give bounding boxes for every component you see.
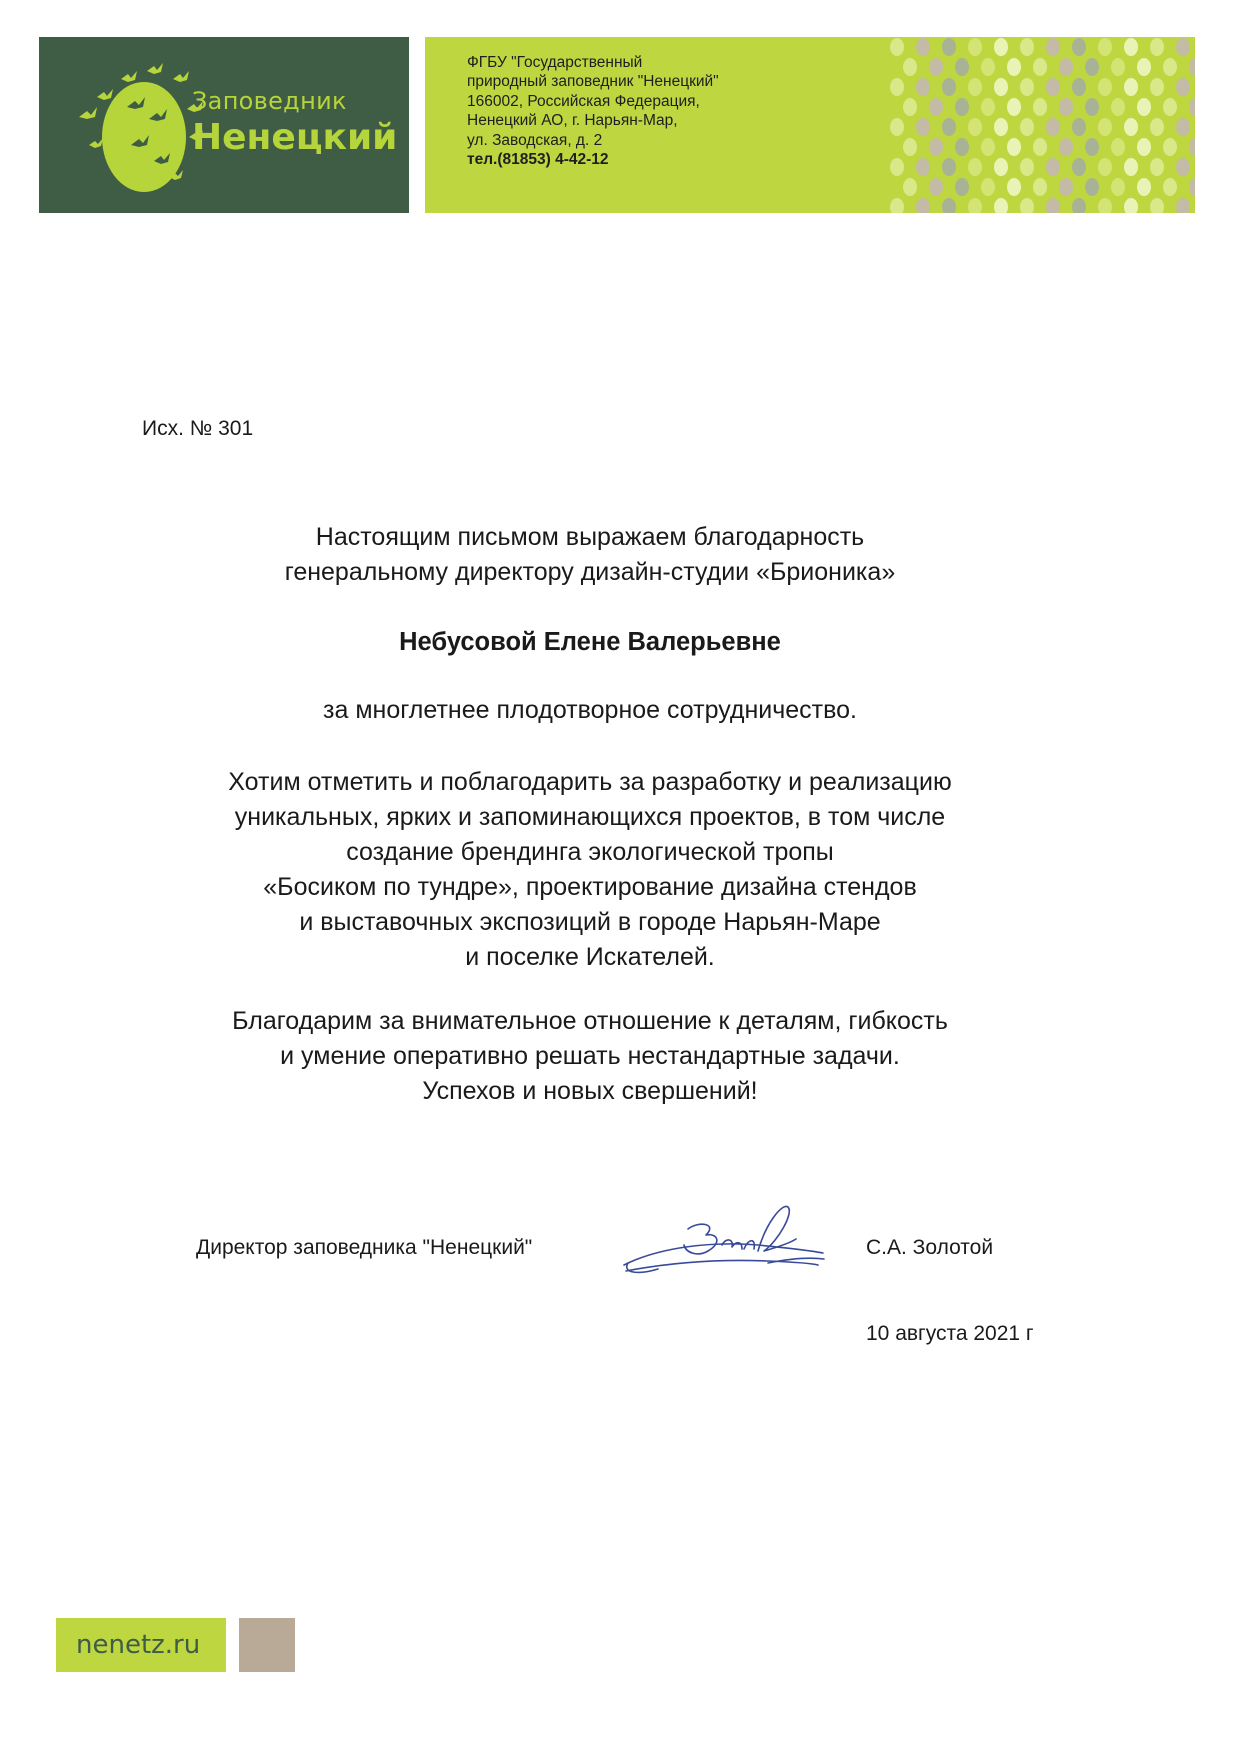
pattern-egg bbox=[1176, 198, 1190, 213]
pattern-egg bbox=[1111, 58, 1125, 76]
pattern-egg bbox=[994, 198, 1008, 213]
pattern-egg bbox=[1020, 38, 1034, 56]
pattern-egg bbox=[1137, 178, 1151, 196]
text-line: и выставочных экспозиций в городе Нарьян-Маре bbox=[299, 908, 881, 936]
address-line: ФГБУ "Государственный bbox=[467, 54, 643, 71]
address-line: Ненецкий АО, г. Нарьян-Мар, bbox=[467, 112, 678, 130]
phone-number: тел.(81853) 4-42-12 bbox=[467, 151, 609, 169]
closing-paragraph bbox=[110, 1004, 1070, 1109]
pattern-egg bbox=[1072, 118, 1086, 136]
pattern-egg bbox=[955, 138, 969, 156]
pattern-egg bbox=[994, 78, 1008, 96]
pattern-egg bbox=[890, 38, 904, 56]
pattern-egg bbox=[1111, 178, 1125, 196]
pattern-egg bbox=[955, 178, 969, 196]
pattern-egg bbox=[916, 198, 930, 213]
pattern-egg bbox=[1007, 58, 1021, 76]
address-panel bbox=[425, 37, 1195, 213]
pattern-egg bbox=[1085, 178, 1099, 196]
text-line: создание брендинга экологической тропы bbox=[346, 838, 834, 866]
pattern-egg bbox=[1033, 138, 1047, 156]
pattern-egg bbox=[942, 198, 956, 213]
pattern-egg bbox=[1176, 118, 1190, 136]
pattern-egg bbox=[1072, 78, 1086, 96]
pattern-egg bbox=[890, 158, 904, 176]
pattern-egg bbox=[1033, 98, 1047, 116]
projects-paragraph bbox=[110, 765, 1070, 975]
pattern-egg bbox=[955, 98, 969, 116]
pattern-egg bbox=[1059, 178, 1073, 196]
pattern-egg bbox=[1098, 78, 1112, 96]
text-line: уникальных, ярких и запоминающихся проектов, в том числе bbox=[234, 803, 946, 831]
pattern-egg bbox=[1124, 38, 1138, 56]
text-line: Благодарим за внимательное отношение к деталям, гибкость bbox=[232, 1007, 948, 1035]
address-block bbox=[467, 53, 807, 169]
pattern-egg bbox=[1189, 178, 1195, 196]
pattern-egg bbox=[1150, 78, 1164, 96]
pattern-egg bbox=[1098, 38, 1112, 56]
pattern-egg bbox=[929, 138, 943, 156]
pattern-egg bbox=[1150, 198, 1164, 213]
pattern-egg bbox=[1163, 138, 1177, 156]
pattern-egg bbox=[1046, 78, 1060, 96]
pattern-egg bbox=[1007, 98, 1021, 116]
pattern-egg bbox=[1085, 138, 1099, 156]
pattern-egg bbox=[1007, 178, 1021, 196]
pattern-egg bbox=[1046, 118, 1060, 136]
text-line: Хотим отметить и поблагодарить за разработку и реализацию bbox=[228, 768, 952, 796]
pattern-egg bbox=[1176, 158, 1190, 176]
pattern-egg bbox=[903, 178, 917, 196]
footer-decor-square bbox=[239, 1618, 295, 1672]
pattern-egg bbox=[890, 198, 904, 213]
pattern-egg bbox=[1085, 98, 1099, 116]
pattern-egg bbox=[916, 78, 930, 96]
recipient-name: Небусовой Елене Валерьевне bbox=[399, 628, 781, 656]
pattern-egg bbox=[916, 118, 930, 136]
pattern-egg bbox=[1176, 78, 1190, 96]
pattern-egg bbox=[890, 118, 904, 136]
pattern-egg bbox=[981, 138, 995, 156]
pattern-egg bbox=[1163, 178, 1177, 196]
pattern-egg bbox=[1020, 158, 1034, 176]
pattern-egg bbox=[1072, 198, 1086, 213]
pattern-egg bbox=[1189, 58, 1195, 76]
pattern-egg bbox=[1150, 158, 1164, 176]
intro-paragraph bbox=[110, 520, 1070, 590]
pattern-egg bbox=[994, 118, 1008, 136]
pattern-egg bbox=[1020, 78, 1034, 96]
pattern-egg bbox=[916, 158, 930, 176]
pattern-egg bbox=[1098, 158, 1112, 176]
logo-panel bbox=[39, 37, 409, 213]
pattern-egg bbox=[916, 38, 930, 56]
pattern-egg bbox=[1046, 198, 1060, 213]
pattern-egg bbox=[903, 58, 917, 76]
pattern-egg bbox=[1033, 58, 1047, 76]
address-line: ул. Заводская, д. 2 bbox=[467, 131, 603, 149]
pattern-egg bbox=[929, 98, 943, 116]
address-line: природный заповедник "Ненецкий" bbox=[467, 73, 719, 91]
pattern-egg bbox=[981, 98, 995, 116]
pattern-egg bbox=[1046, 158, 1060, 176]
pattern-egg bbox=[1020, 198, 1034, 213]
text-line: и поселке Искателей. bbox=[465, 943, 715, 971]
egg-pattern-decoration bbox=[885, 37, 1195, 213]
pattern-egg bbox=[968, 198, 982, 213]
text-line: Настоящим письмом выражаем благодарность bbox=[315, 523, 865, 551]
pattern-egg bbox=[968, 38, 982, 56]
pattern-egg bbox=[981, 178, 995, 196]
website-link[interactable]: nenetz.ru bbox=[76, 1630, 201, 1660]
pattern-egg bbox=[981, 58, 995, 76]
pattern-egg bbox=[1163, 58, 1177, 76]
footer-website-badge[interactable] bbox=[56, 1618, 226, 1672]
pattern-egg bbox=[1111, 138, 1125, 156]
pattern-egg bbox=[1098, 198, 1112, 213]
logo-line-1: Заповедник bbox=[192, 87, 347, 115]
pattern-egg bbox=[1059, 58, 1073, 76]
pattern-egg bbox=[1059, 138, 1073, 156]
pattern-egg bbox=[1189, 98, 1195, 116]
pattern-egg bbox=[1033, 178, 1047, 196]
pattern-egg bbox=[1163, 98, 1177, 116]
text-line: «Босиком по тундре», проектирование дизайна стендов bbox=[263, 873, 917, 901]
signatory-title: Директор заповедника "Ненецкий" bbox=[196, 1236, 533, 1259]
pattern-egg bbox=[1072, 38, 1086, 56]
pattern-egg bbox=[1137, 98, 1151, 116]
letter-date: 10 августа 2021 г bbox=[866, 1322, 1034, 1345]
pattern-egg bbox=[1111, 98, 1125, 116]
text-line: и умение оперативно решать нестандартные задачи. bbox=[280, 1042, 900, 1070]
pattern-egg bbox=[1046, 38, 1060, 56]
pattern-egg bbox=[1124, 118, 1138, 136]
pattern-egg bbox=[1189, 138, 1195, 156]
pattern-egg bbox=[1098, 118, 1112, 136]
handwritten-signature bbox=[618, 1193, 828, 1288]
pattern-egg bbox=[1124, 78, 1138, 96]
text-line: Успехов и новых свершений! bbox=[422, 1077, 758, 1105]
pattern-egg bbox=[1059, 98, 1073, 116]
pattern-egg bbox=[1137, 138, 1151, 156]
pattern-egg bbox=[1020, 118, 1034, 136]
pattern-egg bbox=[1137, 58, 1151, 76]
pattern-egg bbox=[903, 98, 917, 116]
pattern-egg bbox=[955, 58, 969, 76]
pattern-egg bbox=[1085, 58, 1099, 76]
pattern-egg bbox=[968, 118, 982, 136]
outgoing-number: Исх. № 301 bbox=[142, 417, 254, 440]
text-line: генеральному директору дизайн-студии «Брионика» bbox=[284, 558, 896, 586]
address-line: 166002, Российская Федерация, bbox=[467, 92, 700, 110]
signatory-name: С.А. Золотой bbox=[866, 1236, 994, 1259]
pattern-egg bbox=[994, 158, 1008, 176]
pattern-egg bbox=[942, 78, 956, 96]
pattern-egg bbox=[1150, 38, 1164, 56]
reason-line: за многлетнее плодотворное сотрудничество. bbox=[323, 696, 857, 724]
logo-line-2: Ненецкий bbox=[192, 117, 398, 158]
pattern-egg bbox=[968, 78, 982, 96]
pattern-egg bbox=[1176, 38, 1190, 56]
pattern-egg bbox=[929, 178, 943, 196]
pattern-egg bbox=[1072, 158, 1086, 176]
pattern-egg bbox=[903, 138, 917, 156]
pattern-egg bbox=[929, 58, 943, 76]
pattern-egg bbox=[994, 38, 1008, 56]
pattern-egg bbox=[942, 38, 956, 56]
pattern-egg bbox=[942, 118, 956, 136]
pattern-egg bbox=[1150, 118, 1164, 136]
pattern-egg bbox=[1007, 138, 1021, 156]
pattern-egg bbox=[968, 158, 982, 176]
logo-wordmark bbox=[192, 87, 397, 158]
pattern-egg bbox=[1124, 158, 1138, 176]
pattern-egg bbox=[890, 78, 904, 96]
pattern-egg bbox=[942, 158, 956, 176]
pattern-egg bbox=[1124, 198, 1138, 213]
